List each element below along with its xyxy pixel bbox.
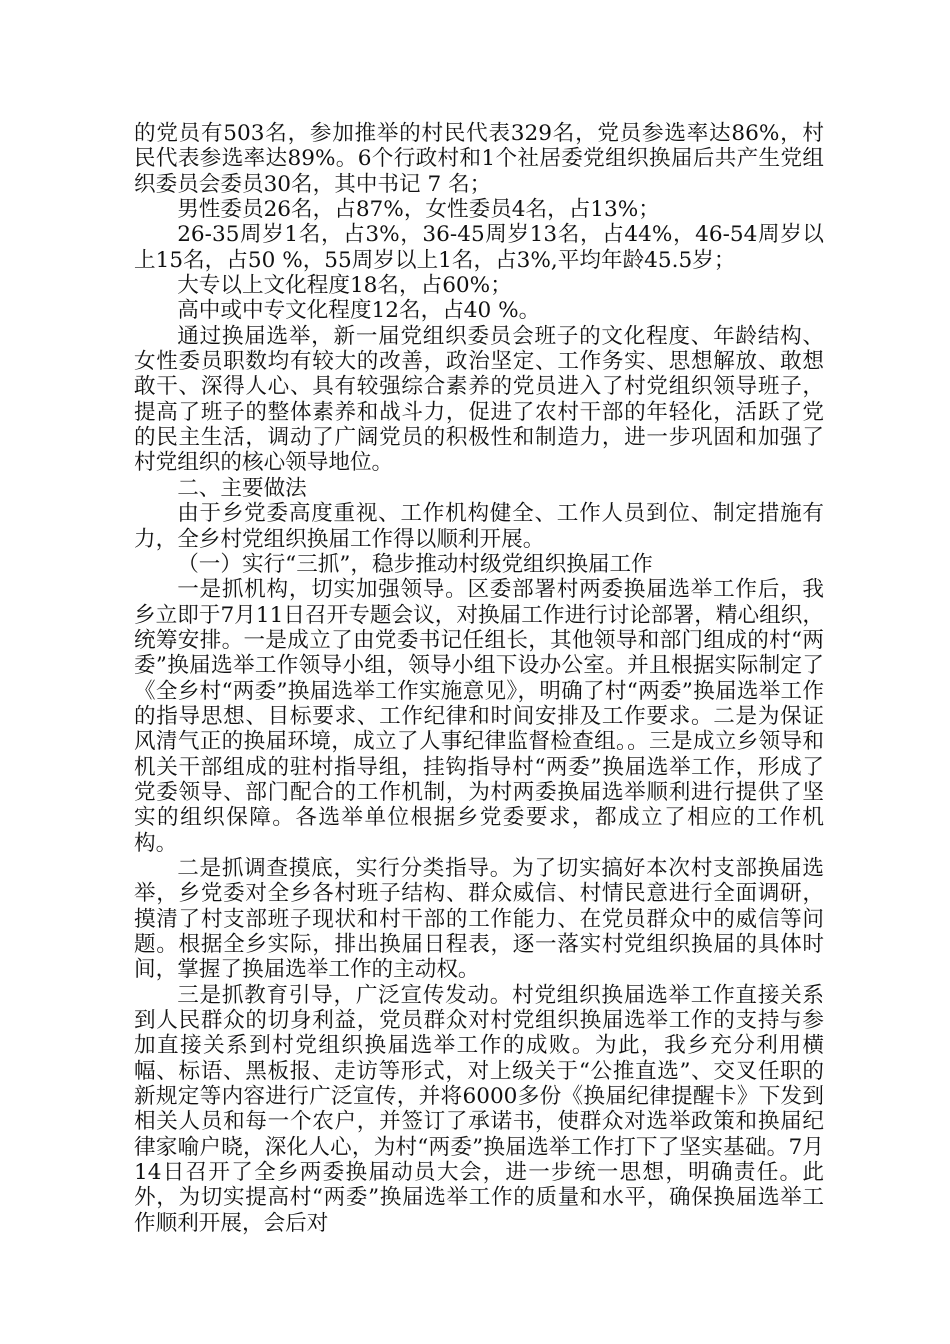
paragraph-college-stats: 大专以上文化程度18名，占60%； [177,273,512,299]
paragraph-age-stats: 26-35周岁1名，占3%，36-45周岁13名，占44%，46-54周岁以上15名，占50 %，55周岁以上1名，占3%,平均年龄45.5岁； [134,222,824,273]
paragraph-practices-intro: 由于乡党委高度重视、工作机构健全、工作人员到位、制定措施有力，全乡村党组织换届工作得以顺利开展。 [134,501,824,552]
paragraph-election-results: 通过换届选举，新一届党组织委员会班子的文化程度、年龄结构、女性委员职数均有较大的改善，政治坚定、工作务实、思想解放、敢想敢干、深得人心、具有较强综合素养的党员进入了村党组织领导班子，提高了班子的整体素养和战斗力，促进了农村干部的年轻化，活跃了党的民主生活，调动了广阔党员的积极性和制造力，进一步巩固和加强了村党组织的核心领导地位。 [134,323,824,476]
paragraph-gender-stats: 男性委员26名，占87%，女性委员4名，占13%； [177,197,660,223]
document-body [134,121,824,1236]
subsection-heading-three-grasps: （一）实行“三抓”，稳步推动村级党组织换届工作 [177,551,653,577]
paragraph-grasp-education: 三是抓教育引导，广泛宣传发动。村党组织换届选举工作直接关系到人民群众的切身利益，党员群众对村党组织换届选举工作的支持与参加直接关系到村党组织换届选举工作的成败。为此，我乡充分利用横幅、标语、黑板报、走访等形式，对上级关于“公推直选”、交叉任职的新规定等内容进行广泛宣传，并将6000多份《换届纪律提醒卡》下发到相关人员和每一个农户，并签订了承诺书，使群众对选举政策和换届纪律家喻户晓，深化人心，为村“两委”换届选举工作打下了坚实基础。7月14日召开了全乡两委换届动员大会，进一步统一思想，明确责任。此外，为切实提高村“两委”换届选举工作的质量和水平，确保换届选举工作顺利开展，会后对 [134,982,824,1236]
paragraph-statistics-intro: 的党员有503名，参加推举的村民代表329名，党员参选率达86%，村民代表参选率达89%。6个行政村和1个社居委党组织换届后共产生党组织委员会委员30名，其中书记 7 名； [134,121,824,197]
paragraph-grasp-organization: 一是抓机构，切实加强领导。区委部署村两委换届选举工作后，我乡立即于7月11日召开专题会议，对换届工作进行讨论部署，精心组织，统筹安排。一是成立了由党委书记任组长，其他领导和部门组成的村“两委”换届选举工作领导小组，领导小组下设办公室。并且根据实际制定了《全乡村“两委”换届选举工作实施意见》，明确了村“两委”换届选举工作的指导思想、目标要求、工作纪律和时间安排及工作要求。二是为保证风清气正的换届环境，成立了人事纪律监督检查组。。三是成立乡领导和机关干部组成的驻村指导组，挂钩指导村“两委”换届选举工作，形成了党委领导、部门配合的工作机制，为村两委换届选举顺利进行提供了坚实的组织保障。各选举单位根据乡党委要求，都成立了相应的工作机构。 [134,577,824,856]
paragraph-grasp-investigation: 二是抓调查摸底，实行分类指导。为了切实搞好本次村支部换届选举，乡党委对全乡各村班子结构、群众威信、村情民意进行全面调研，摸清了村支部班子现状和村干部的工作能力、在党员群众中的威信等问题。根据全乡实际，排出换届日程表，逐一落实村党组织换届的具体时间，掌握了换届选举工作的主动权。 [134,855,824,983]
section-heading-main-practices: 二、主要做法 [177,475,307,501]
paragraph-highschool-stats: 高中或中专文化程度12名，占40 %。 [177,298,541,324]
